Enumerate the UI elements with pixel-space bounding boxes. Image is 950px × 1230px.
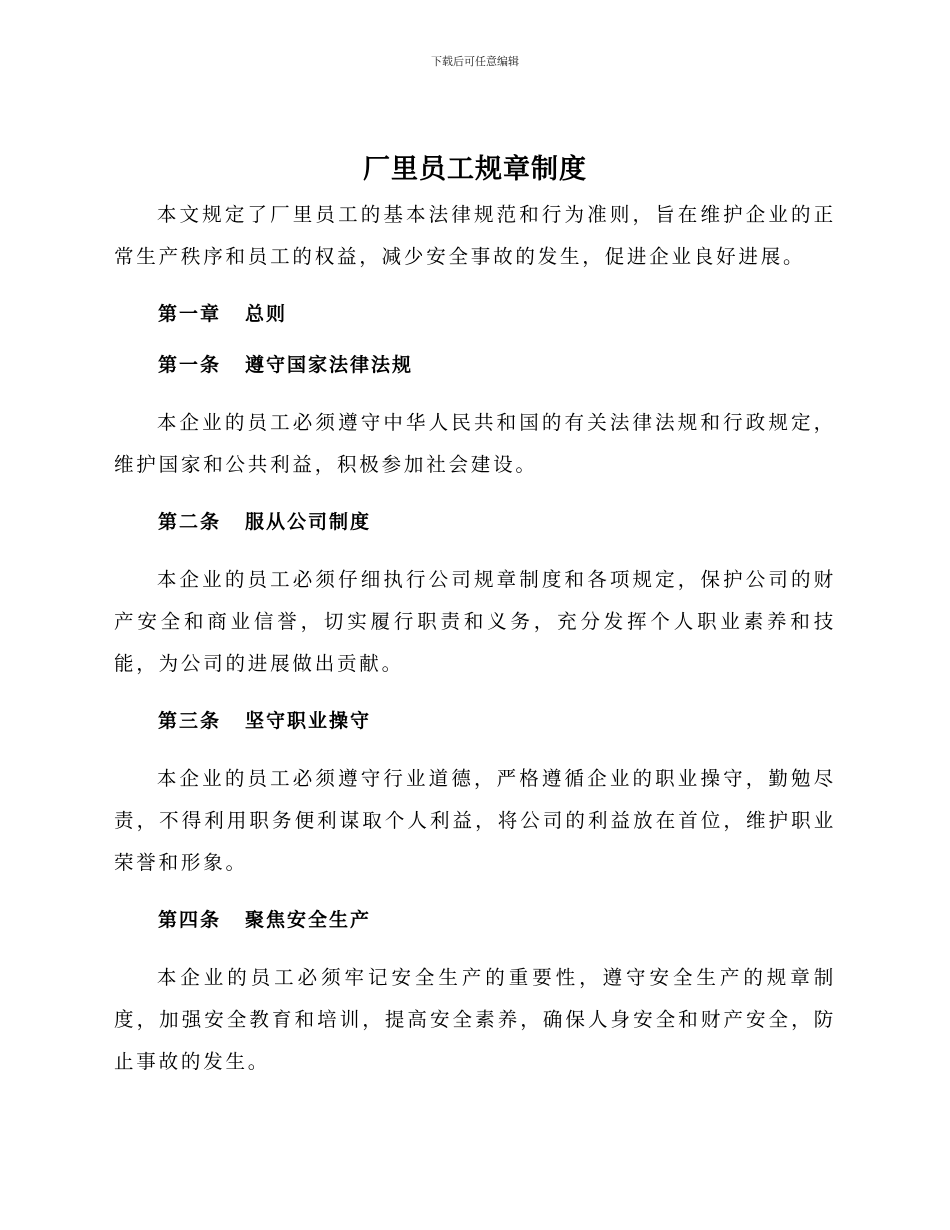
- article-number: 第二条: [158, 511, 222, 533]
- article-number: 第三条: [158, 710, 222, 732]
- article-title: 遵守国家法律法规: [245, 354, 414, 376]
- article-heading: [158, 351, 836, 379]
- article-heading: [158, 508, 836, 536]
- intro-paragraph: 本文规定了厂里员工的基本法律规范和行为准则，旨在维护企业的正常生产秩序和员工的权益，减少安全事故的发生，促进企业良好进展。: [114, 203, 836, 268]
- article-number: 第一条: [158, 354, 222, 376]
- article-heading: [158, 707, 836, 735]
- page-header-note: 下载后可任意编辑: [431, 55, 519, 68]
- article-body: 本企业的员工必须遵守行业道德，严格遵循企业的职业操守，勤勉尽责，不得利用职务便利谋取个人利益，将公司的利益放在首位，维护职业荣誉和形象。: [114, 767, 836, 874]
- document-title: 厂里员工规章制度: [363, 154, 587, 185]
- chapter-name: 总则: [245, 303, 288, 325]
- article-number: 第四条: [158, 909, 222, 931]
- article-title: 服从公司制度: [245, 511, 372, 533]
- document-body: [114, 150, 836, 1083]
- article-title: 聚焦安全生产: [245, 909, 372, 931]
- article-heading: [158, 906, 836, 934]
- article-body: 本企业的员工必须仔细执行公司规章制度和各项规定，保护公司的财产安全和商业信誉，切实履行职责和义务，充分发挥个人职业素养和技能，为公司的进展做出贡献。: [114, 568, 836, 675]
- article-body: 本企业的员工必须遵守中华人民共和国的有关法律法规和行政规定，维护国家和公共利益，积极参加社会建设。: [114, 411, 836, 476]
- article-title: 坚守职业操守: [245, 710, 372, 732]
- chapter-heading: [158, 300, 836, 328]
- chapter-number: 第一章: [158, 303, 222, 325]
- article-body: 本企业的员工必须牢记安全生产的重要性，遵守安全生产的规章制度，加强安全教育和培训，提高安全素养，确保人身安全和财产安全，防止事故的发生。: [114, 966, 836, 1073]
